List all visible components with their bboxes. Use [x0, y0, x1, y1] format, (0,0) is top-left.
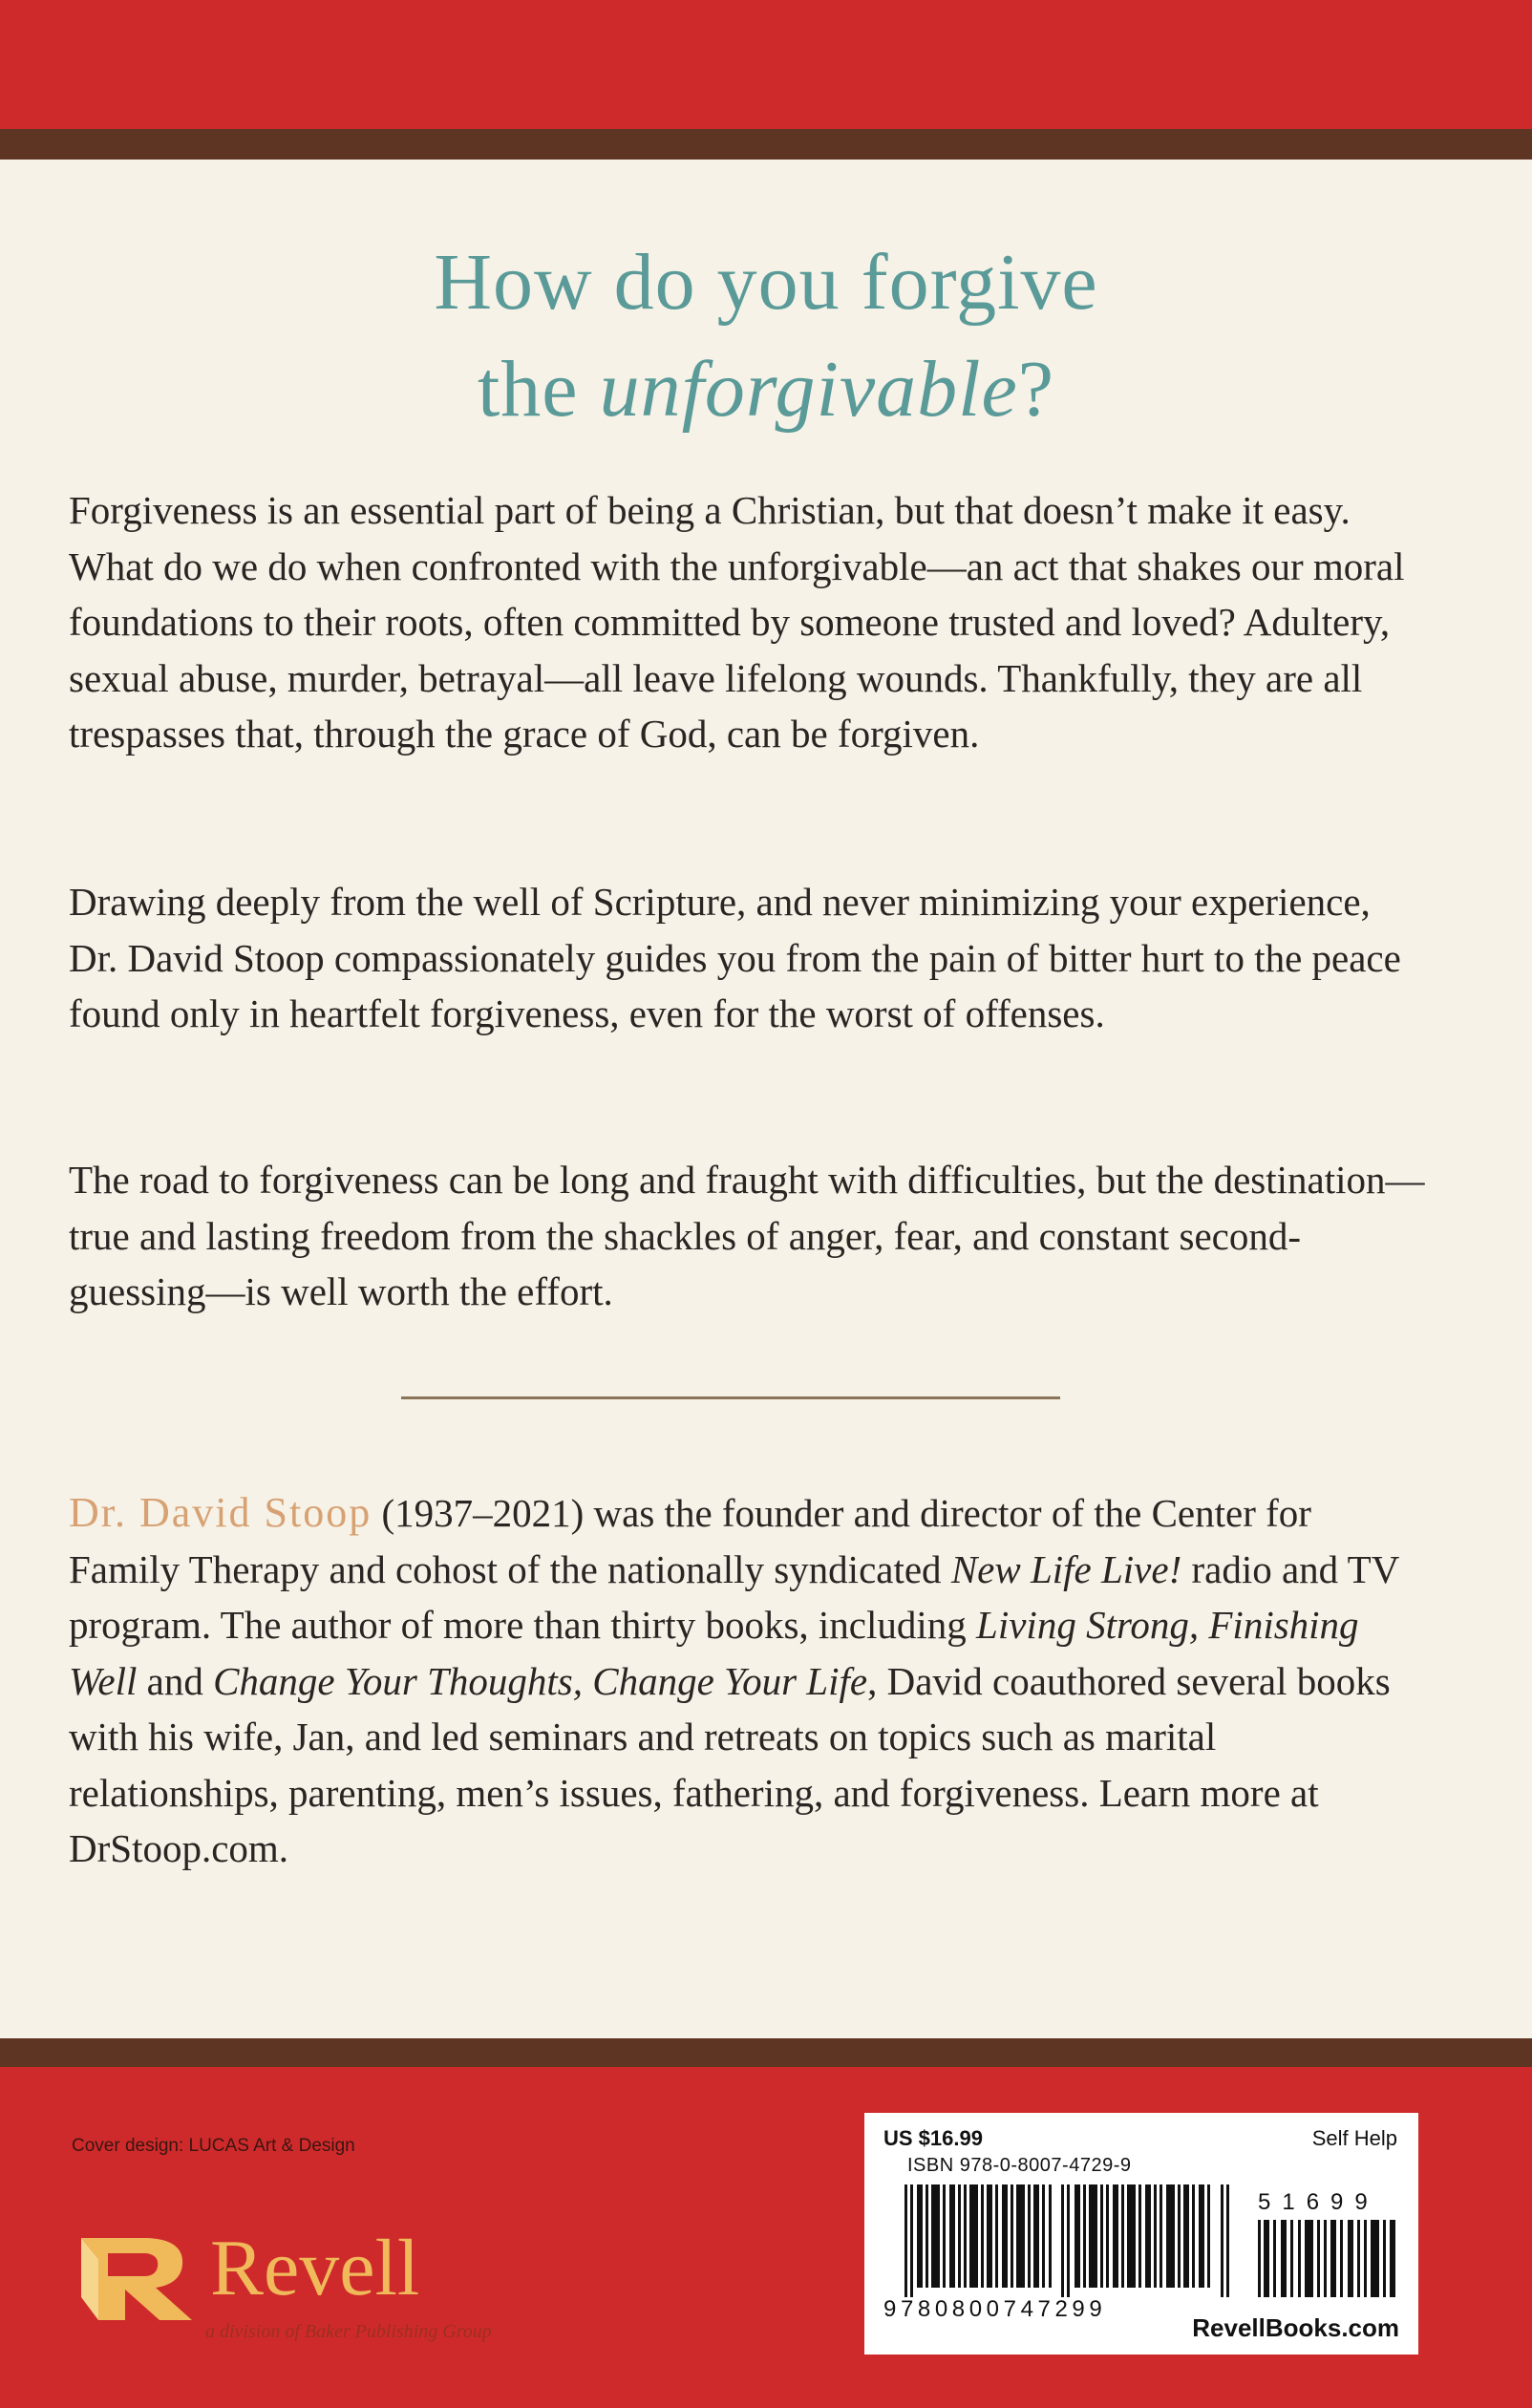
divider-rule — [401, 1396, 1060, 1399]
addon-barcode — [1256, 2220, 1399, 2297]
headline-line-2: the unforgivable? — [477, 345, 1055, 434]
description-paragraph-2: Drawing deeply from the well of Scripture, and never minimizing your experience, Dr. David Stoop compassionately guides you from the pain of bitter hurt to the peace found only in heartfelt forgiveness, even for the worst of offenses. — [69, 880, 1401, 1035]
book-title-1: Living Strong, Finishing Well — [69, 1603, 1359, 1703]
cover-design-credit: Cover design: LUCAS Art & Design — [72, 2136, 355, 2156]
top-brown-stripe — [0, 129, 1532, 160]
description-paragraph-3: The road to forgiveness can be long and fraught with difficulties, but the destination—true and lasting freedom from the shackles of anger, fear, and constant second-guessing—is well worth the effort. — [69, 1158, 1425, 1313]
revell-logo-icon — [72, 2230, 205, 2326]
ean-barcode — [903, 2184, 1232, 2297]
barcode-box — [864, 2113, 1418, 2355]
category: Self Help — [1311, 2126, 1397, 2150]
price-addon-digits: 51699 — [1258, 2189, 1379, 2215]
website: RevellBooks.com — [1192, 2313, 1399, 2342]
author-name: Dr. David Stoop — [69, 1489, 372, 1536]
headline — [0, 229, 1532, 443]
ean-digits: 9780800747299 — [883, 2296, 1107, 2322]
headline-emphasis: unforgivable — [599, 345, 1018, 434]
description-paragraph-1: Forgiveness is an essential part of being a Christian, but that doesn’t make it easy. What do we do when confronted with the unforgivable—an act that shakes our moral foundations to their roots, often committed by someone trusted and loved? Adultery, sexual abuse, murder, betrayal—all leave lifelong wounds. Thankfully, they are all trespasses that, through the grace of God, can be forgiven. — [69, 488, 1405, 756]
author-bio: Dr. David Stoop (1937–2021) was the founder and director of the Center for Family Therapy and cohost of the nationally syndicated New Life Live! radio and TV program. The author of more than thirty books, including Living Strong, Finishing Well and Change Your Thoughts, Change Your Life, David coauthored several books with his wife, Jan, and led seminars and retreats on topics such as marital relationships, parenting, men’s issues, fathering, and forgiveness. Learn more at DrStoop.com. — [69, 1489, 1399, 1870]
bottom-brown-stripe — [0, 2038, 1532, 2067]
book-title-2: Change Your Thoughts, Change Your Life — [213, 1658, 868, 1703]
top-red-band — [0, 0, 1532, 129]
headline-line-1: How do you forgive — [434, 238, 1098, 327]
publisher-name: Revell — [210, 2224, 420, 2312]
show-title: New Life Live! — [950, 1546, 1182, 1591]
price: US $16.99 — [883, 2126, 983, 2150]
isbn: ISBN 978-0-8007-4729-9 — [907, 2155, 1132, 2176]
publisher-subtitle: a division of Baker Publishing Group — [205, 2321, 492, 2342]
